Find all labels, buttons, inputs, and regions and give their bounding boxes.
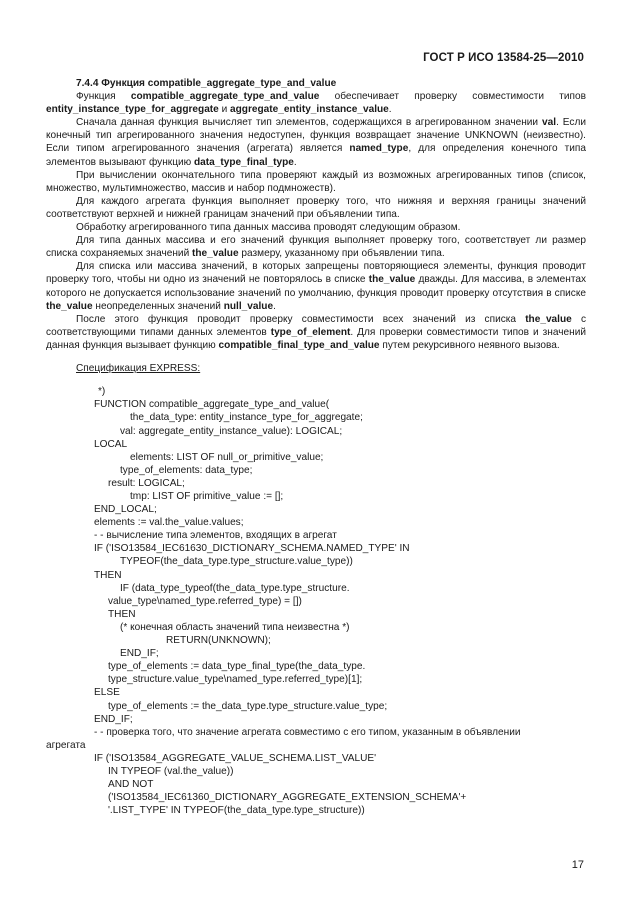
code-line: type_of_elements := data_type_final_type(the_data_type. bbox=[108, 661, 366, 673]
code-line: elements := val.the_value.values; bbox=[94, 517, 244, 529]
code-comment: агрегата bbox=[46, 739, 86, 751]
code-line: value_type\named_type.referred_type) = []) bbox=[108, 595, 302, 607]
section-heading: 7.4.4 Функция compatible_aggregate_type_and_value bbox=[76, 78, 337, 89]
code-line: '.LIST_TYPE' IN TYPEOF(the_data_type.type_structure)) bbox=[108, 805, 365, 817]
code-line: LOCAL bbox=[94, 438, 128, 450]
paragraph-3: При вычислении окончательного типа проверяют каждый из возможных агрегированных типов (список, множество, мультимножество, массив и набор подмножеств). bbox=[46, 169, 586, 194]
code-line: result: LOGICAL; bbox=[108, 477, 185, 489]
code-line: elements: LIST OF null_or_primitive_value; bbox=[130, 451, 324, 463]
page-content bbox=[46, 77, 586, 817]
code-line: THEN bbox=[108, 608, 136, 620]
code-line: type_of_elements: data_type; bbox=[120, 464, 253, 476]
code-line: val: aggregate_entity_instance_value): LOGICAL; bbox=[120, 425, 343, 437]
code-line: FUNCTION compatible_aggregate_type_and_value( bbox=[94, 399, 330, 411]
code-line: THEN bbox=[94, 569, 122, 581]
code-line: END_IF; bbox=[94, 713, 133, 725]
code-comment: - - проверка того, что значение агрегата совместимо с его типом, указанным в объявлении bbox=[94, 726, 521, 738]
code-line: ELSE bbox=[94, 687, 120, 699]
standard-header: ГОСТ Р ИСО 13584-25—2010 bbox=[423, 52, 584, 64]
code-comment: (* конечная область значений типа неизвестна *) bbox=[120, 621, 350, 633]
code-line: tmp: LIST OF primitive_value := []; bbox=[130, 491, 284, 502]
page-number: 17 bbox=[571, 859, 584, 871]
code-line: *) bbox=[98, 386, 106, 398]
code-line: the_data_type: entity_instance_type_for_aggregate; bbox=[130, 412, 363, 424]
paragraph-5: Обработку агрегированного типа данных массива проводят следующим образом. bbox=[76, 222, 461, 234]
code-line: TYPEOF(the_data_type.type_structure.value_type)) bbox=[120, 556, 353, 568]
code-line: END_LOCAL; bbox=[94, 504, 157, 516]
paragraph-6: Для типа данных массива и его значений функция выполняет проверку того, соответствует ли размер списка сохраняемых значений the_value размеру, указанному при объявлении типа. bbox=[46, 235, 586, 260]
code-line: RETURN(UNKNOWN); bbox=[166, 635, 271, 647]
code-line: ('ISO13584_IEC61360_DICTIONARY_AGGREGATE_EXTENSION_SCHEMA'+ bbox=[108, 792, 467, 804]
paragraph-7: Для списка или массива значений, в которых запрещены повторяющиеся элементы, функция проводит проверку того, чтобы ни одно из значений не повторялось в списке the_value дважды. Для массива, в элементах которого не допускается использование значений по умолчанию, функция проводит проверку отсутствия в списке the_value неопределенных значений null_value. bbox=[46, 261, 586, 312]
paragraph-8: После этого функция проводит проверку совместимости всех значений из списка the_value с соответствующими типами данных элементов type_of_element. Для проверки совместимости типов и значений данная функция вызывает функцию compatible_final_type_and_value путем рекурсивного неявного вызова. bbox=[46, 313, 586, 351]
code-line: IF (data_type_typeof(the_data_type.type_structure. bbox=[120, 582, 350, 594]
code-line: type_of_elements := the_data_type.type_structure.value_type; bbox=[108, 700, 388, 712]
code-line: type_structure.value_type\named_type.referred_type)[1]; bbox=[108, 674, 363, 686]
code-line: END_IF; bbox=[120, 648, 159, 660]
express-spec-label: Спецификация EXPRESS: bbox=[76, 363, 201, 375]
code-line: AND NOT bbox=[108, 779, 154, 791]
paragraph-2: Сначала данная функция вычисляет тип элементов, содержащихся в агрегированном значении val. Если конечный тип агрегированного значения недоступен, функция возвращает значение UNKNOWN (неизвестно). Если типом агрегированного значения (агрегата) является named_type, для определения конечного типа элементов вызывают функцию data_type_final_type. bbox=[46, 117, 587, 168]
code-line: IN TYPEOF (val.the_value)) bbox=[108, 765, 234, 777]
express-code-block bbox=[46, 385, 586, 817]
code-comment: - - вычисление типа элементов, входящих в агрегат bbox=[94, 530, 337, 542]
code-line: IF ('ISO13584_AGGREGATE_VALUE_SCHEMA.LIST_VALUE' bbox=[94, 752, 377, 764]
paragraph-4: Для каждого агрегата функция выполняет проверку того, что нижняя и верхняя границы значений соответствуют верхней и нижней границам значений при объявлении типа. bbox=[46, 195, 586, 220]
code-line: IF ('ISO13584_IEC61630_DICTIONARY_SCHEMA.NAMED_TYPE' IN bbox=[94, 543, 410, 555]
paragraph-1: Функция compatible_aggregate_type_and_value обеспечивает проверку совместимости типов entity_instance_type_for_aggregate и aggregate_entity_instance_value. bbox=[46, 91, 586, 116]
